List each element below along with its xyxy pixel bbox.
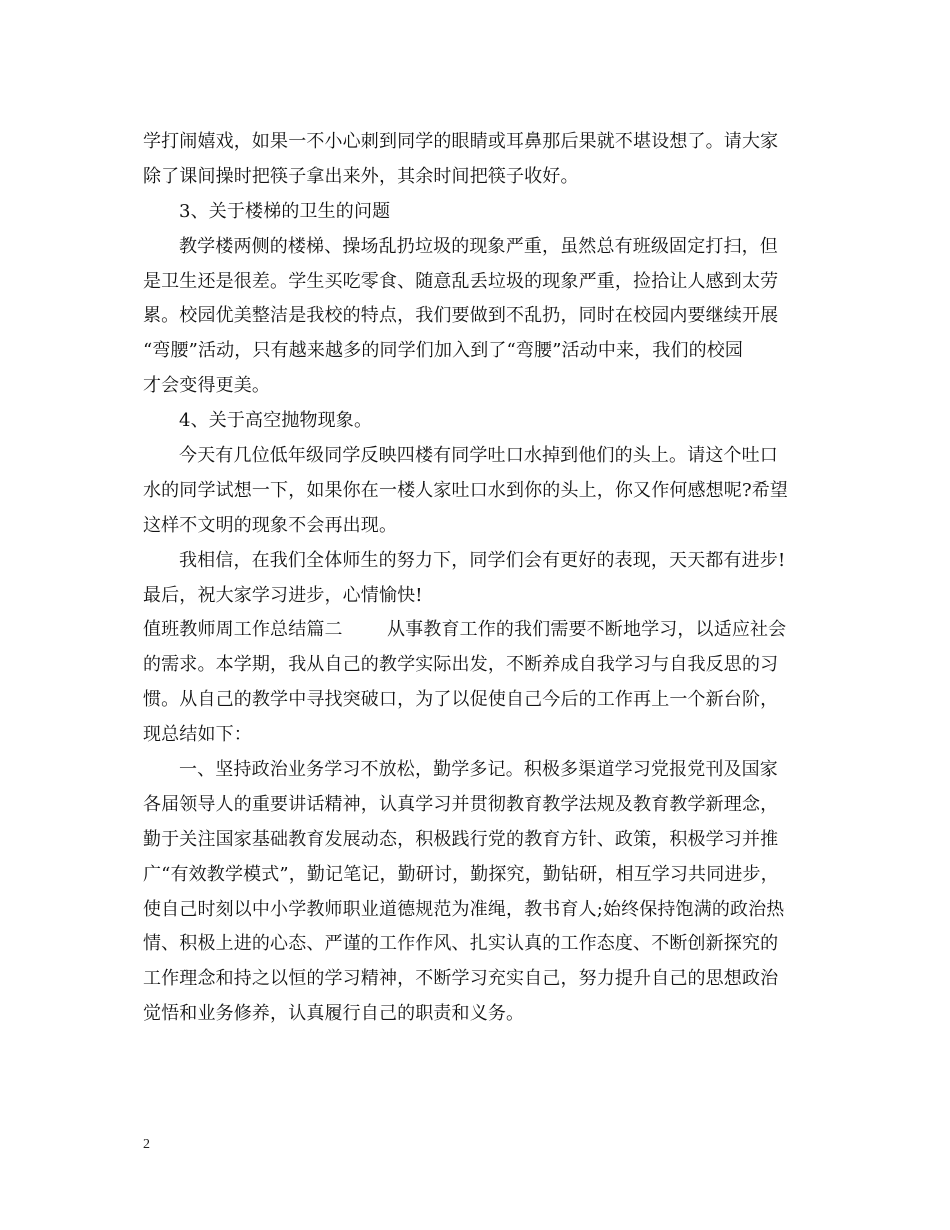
paragraph-line: 教学楼两侧的楼梯、操场乱扔垃圾的现象严重，虽然总有班级固定打扫，但 <box>179 235 778 257</box>
paragraph-line: 情、积极上进的心态、严谨的工作作风、扎实认真的工作态度、不断创新探究的 <box>143 933 779 955</box>
paragraph-line: 勤于关注国家基础教育发展动态，积极践行党的教育方针、政策，积极学习并推 <box>143 828 779 850</box>
paragraph-line: 使自己时刻以中小学教师职业道德规范为准绳，教书育人;始终保持饱满的政治热 <box>143 898 785 920</box>
paragraph-line: 最后，祝大家学习进步，心情愉快! <box>143 584 423 606</box>
paragraph-line: 惯。从自己的教学中寻找突破口，为了以促使自己今后的工作再上一个新台阶， <box>143 689 779 711</box>
paragraph-line: “弯腰”活动，只有越来越多的同学们加入到了“弯腰”活动中来，我们的校园 <box>143 340 744 362</box>
page-number: 2 <box>143 1137 150 1152</box>
paragraph-line: 水的同学试想一下，如果你在一楼人家吐口水到你的头上，你又作何感想呢?希望 <box>143 479 789 501</box>
section-heading: 值班教师周工作总结篇二 <box>143 619 343 641</box>
paragraph-line: 觉悟和业务修养，认真履行自己的职责和义务。 <box>143 1003 525 1025</box>
paragraph-line: 工作理念和持之以恒的学习精神，不断学习充实自己，努力提升自己的思想政治 <box>143 968 779 990</box>
paragraph-line: 学打闹嬉戏，如果一不小心刺到同学的眼睛或耳鼻那后果就不堪设想了。请大家 <box>143 131 779 152</box>
paragraph-line: 除了课间操时把筷子拿出来外，其余时间把筷子收好。 <box>143 165 579 187</box>
section-heading-line <box>143 613 815 648</box>
paragraph-line: 今天有几位低年级同学反映四楼有同学吐口水掉到他们的头上。请这个吐口 <box>179 445 778 467</box>
paragraph-line: 从事教育工作的我们需要不断地学习，以适应社会 <box>387 619 787 641</box>
paragraph-line: 的需求。本学期，我从自己的教学实际出发，不断养成自我学习与自我反思的习 <box>143 654 779 676</box>
paragraph-line: 才会变得更美。 <box>143 375 271 397</box>
paragraph-line: 一、坚持政治业务学习不放松，勤学多记。积极多渠道学习党报党刊及国家 <box>179 759 778 781</box>
paragraph-line: 这样不文明的现象不会再出现。 <box>143 514 398 536</box>
paragraph-line: 累。校园优美整洁是我校的特点，我们要做到不乱扔，同时在校园内要继续开展 <box>143 305 779 327</box>
paragraph-line: 是卫生还是很差。学生买吃零食、随意乱丢垃圾的现象严重，捡拾让人感到太劳 <box>143 270 779 292</box>
paragraph-line: 现总结如下： <box>143 724 252 746</box>
paragraph-line: 各届领导人的重要讲话精神，认真学习并贯彻教育教学法规及教育教学新理念， <box>143 793 779 815</box>
document-body <box>143 125 815 1032</box>
paragraph-line: 广“有效教学模式”，勤记笔记，勤研讨，勤探究，勤钻研，相互学习共同进步， <box>143 863 779 885</box>
list-item-heading: 4、关于高空抛物现象。 <box>179 410 373 432</box>
list-item-heading: 3、关于楼梯的卫生的问题 <box>179 200 391 222</box>
paragraph-line: 我相信，在我们全体师生的努力下，同学们会有更好的表现，天天都有进步! <box>179 549 786 571</box>
